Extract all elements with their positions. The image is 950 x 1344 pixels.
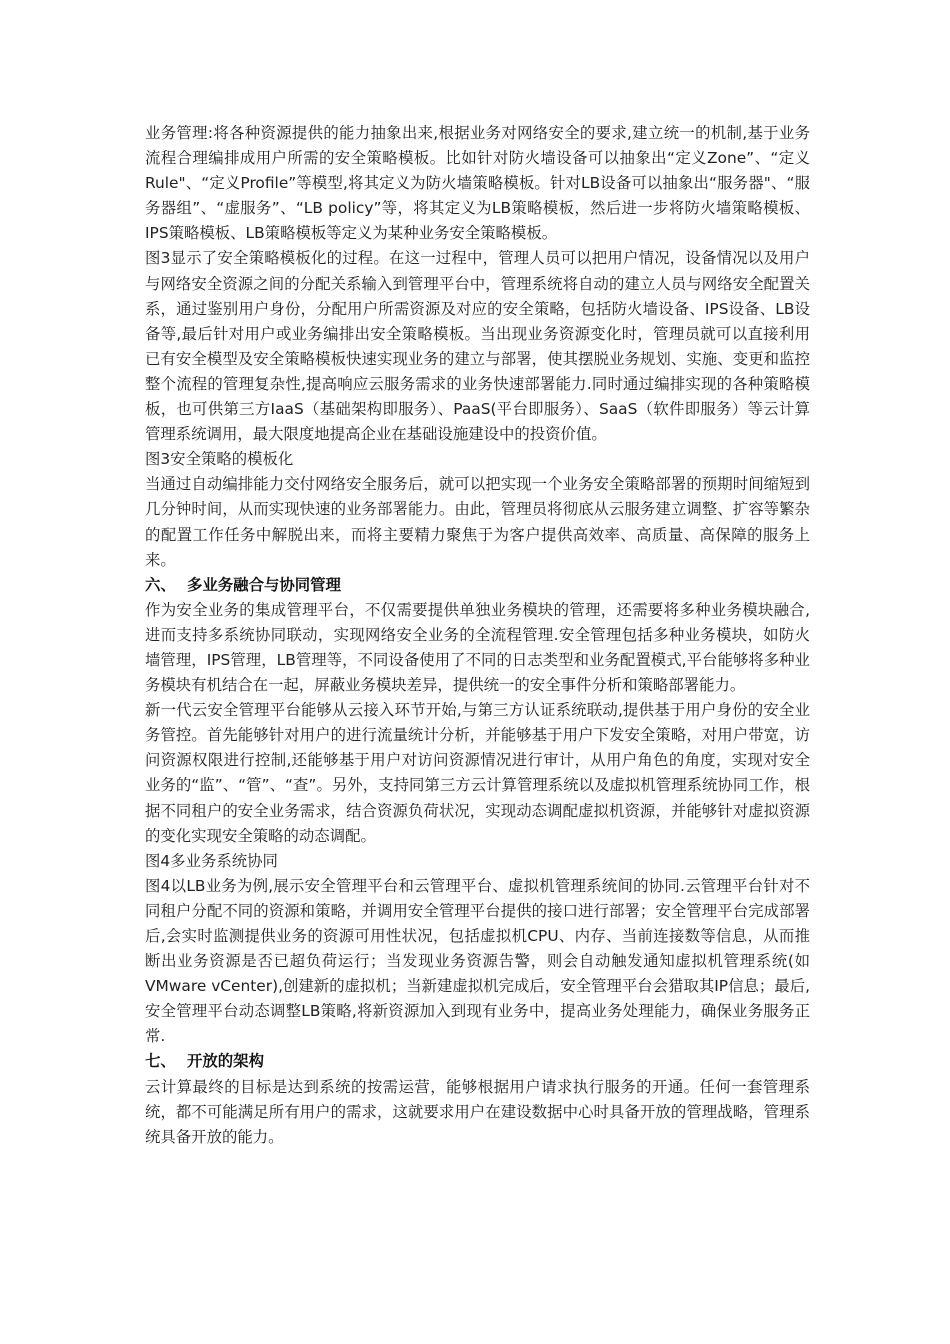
heading-section-7 (145, 1049, 810, 1074)
paragraph-open-architecture: 云计算最终的目标是达到系统的按需运营，能够根据用户请求执行服务的开通。任何一套管理系统，都不可能满足所有用户的需求，这就要求用户在建设数据中心时具备开放的管理战略，管理系统具备开放的能力。 (145, 1077, 810, 1146)
paragraph-integration-platform: 作为安全业务的集成管理平台，不仅需要提供单独业务模块的管理，还需要将多种业务模块融合,进而支持多系统协同联动，实现网络安全业务的全流程管理.安全管理包括多种业务模块，如防火墙管理，IPS管理，LB管理等，不同设备使用了不同的日志类型和业务配置模式,平台能够将多种业务模块有机结合在一起，屏蔽业务模块差异，提供统一的安全事件分析和策略部署能力。 (145, 600, 810, 695)
paragraph-auto-orchestration: 当通过自动编排能力交付网络安全服务后，就可以把实现一个业务安全策略部署的预期时间缩短到几分钟时间，从而实现快速的业务部署能力。由此，管理员将彻底从云服务建立调整、扩容等繁杂的配置工作任务中解脱出来，而将主要精力聚焦于为客户提供高效率、高质量、高保障的服务上来。 (145, 475, 810, 569)
paragraph-figure3-description: 图3显示了安全策略模板化的过程。在这一过程中，管理人员可以把用户情况，设备情况以及用户与网络安全资源之间的分配关系输入到管理平台中，管理系统将自动的建立人员与网络安全配置关系，通过鉴别用户身份，分配用户所需资源及对应的安全策略，包括防火墙设备、IPS设备、LB设备等,最后针对用户或业务编排出安全策略模板。当出现业务资源变化时，管理员就可以直接利用已有安全模型及安全策略模板快速实现业务的建立与部署，使其摆脱业务规划、实施、变更和监控整个流程的管理复杂性,提高响应云服务需求的业务快速部署能力.同时通过编排实现的各种策略模板，也可供第三方IaaS（基础架构即服务）、PaaS(平台即服务）、SaaS（软件即服务）等云计算管理系统调用，最大限度地提高企业在基础设施建设中的投资价值。 (145, 249, 810, 444)
heading-section-6-number: 六、 (145, 575, 176, 594)
figure3-caption: 图3安全策略的模板化 (145, 450, 294, 469)
heading-section-7-number: 七、 (145, 1052, 176, 1071)
paragraph-lb-collaboration: 图4以LB业务为例,展示安全管理平台和云管理平台、虚拟机管理系统间的协同.云管理平台针对不同租户分配不同的资源和策略，并调用安全管理平台提供的接口进行部署；安全管理平台完成部署后,会实时监测提供业务的资源可用性状况，包括虚拟机CPU、内存、当前连接数等信息，从而推断出业务资源是否已超负荷运行；当发现业务资源告警，则会自动触发通知虚拟机管理系统(如VMware vCenter),创建新的虚拟机；当新建虚拟机完成后，安全管理平台会猎取其IP信息；最后,安全管理平台动态调整LB策略,将新资源加入到现有业务中，提高业务处理能力，确保业务服务正常. (145, 876, 810, 1046)
paragraph-new-generation-platform: 新一代云安全管理平台能够从云接入环节开始,与第三方认证系统联动,提供基于用户身份的安全业务管控。首先能够针对用户的进行流量统计分析，并能够基于用户下发安全策略，对用户带宽，访问资源权限进行控制,还能够基于用户对访问资源情况进行审计，从用户角色的角度，实现对安全业务的“监”、“管”、“查”。另外，支持同第三方云计算管理系统以及虚拟机管理系统协同工作，根据不同租户的安全业务需求，结合资源负荷状况，实现动态调配虚拟机资源，并能够针对虚拟资源的变化实现安全策略的动态调配。 (145, 701, 810, 845)
heading-section-7-title: 开放的架构 (187, 1052, 264, 1071)
heading-section-6-title: 多业务融合与协同管理 (187, 575, 341, 594)
paragraph-business-management: 业务管理:将各种资源提供的能力抽象出来,根据业务对网络安全的要求,建立统一的机制,基于业务流程合理编排成用户所需的安全策略模板。比如针对防火墙设备可以抽象出“定义Zone”、“定义Rule"、“定义Profile”等模型,将其定义为防火墙策略模板。针对LB设备可以抽象出“服务器"、“服务器组”、“虚服务”、“LB policy”等，将其定义为LB策略模板，然后进一步将防火墙策略模板、IPS策略模板、LB策略模板等定义为某种业务安全策略模板。 (145, 124, 810, 243)
document-body (145, 121, 810, 1150)
heading-section-6 (145, 573, 810, 598)
figure4-caption: 图4多业务系统协同 (145, 851, 278, 870)
